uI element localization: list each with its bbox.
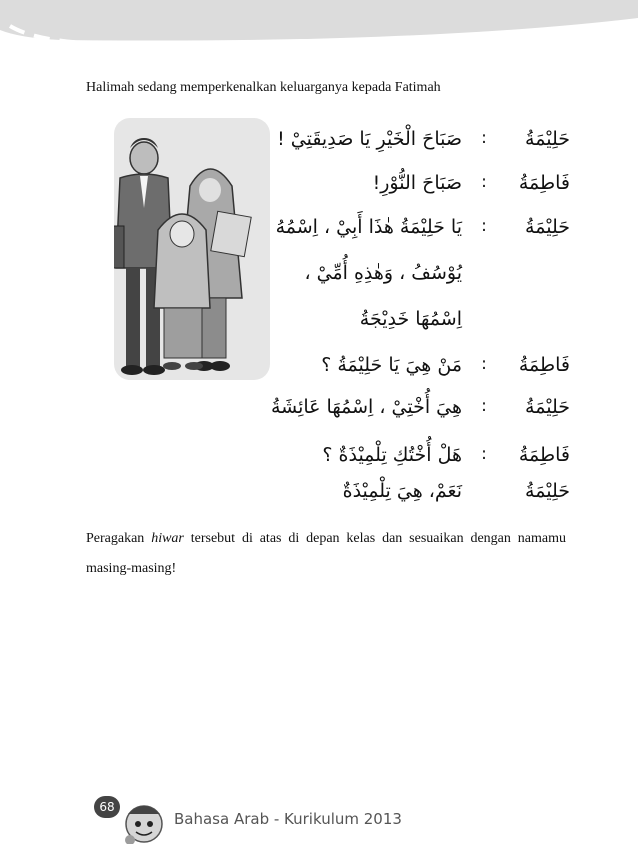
- instruction-emphasis: hiwar: [151, 531, 184, 546]
- page-number: 68: [94, 796, 120, 818]
- dialog-row: [270, 396, 570, 430]
- dialog-line: هَلْ أُخْتُكِ تِلْمِيْذَةٌ ؟: [322, 444, 462, 466]
- dialog-speaker: حَلِيْمَةُ: [525, 396, 570, 418]
- instruction-text: [86, 524, 566, 584]
- dialog-colon: :: [481, 354, 487, 374]
- dialog-speaker: حَلِيْمَةُ: [525, 480, 570, 502]
- dialog-continuation: يُوْسُفُ ، وَهٰذِهِ أُمِّيْ ،: [304, 262, 462, 284]
- dialog-speaker: حَلِيْمَةُ: [525, 128, 570, 150]
- dialog-colon: :: [481, 128, 487, 148]
- dialog-colon: :: [481, 396, 487, 416]
- dialog-line: صَبَاحَ النُّوْرِ!: [372, 172, 462, 194]
- dialog-speaker: فَاطِمَةُ: [518, 354, 570, 376]
- instruction-after: tersebut di atas di depan kelas dan sesuaikan dengan namamu masing-masing!: [86, 531, 566, 576]
- dialog-line: نَعَمْ، هِيَ تِلْمِيْذَةٌ: [342, 480, 462, 502]
- dialog-row: [270, 480, 570, 514]
- dialog-line: هِيَ أُخْتِيْ ، اِسْمُهَا عَائِشَةُ: [270, 396, 462, 418]
- instruction-before: Peragakan: [86, 531, 152, 546]
- dialog-colon: :: [481, 216, 487, 236]
- dialog-row: [270, 354, 570, 388]
- dialog-speaker: فَاطِمَةُ: [518, 172, 570, 194]
- dialog-row: [270, 172, 570, 206]
- dialog-row: [270, 444, 570, 478]
- dialog-continuation: اِسْمُهَا خَدِيْجَةُ: [359, 308, 462, 330]
- dialog-line: صَبَاحَ الْخَيْرِ يَا صَدِيقَتِيْ !: [277, 128, 462, 150]
- intro-text: Halimah sedang memperkenalkan keluarganya kepada Fatimah: [86, 80, 441, 95]
- page-footer: [84, 784, 484, 844]
- dialog-line: يَا حَلِيْمَةُ هٰذَا أَبِيْ ، اِسْمُهُ: [275, 216, 462, 238]
- dialog-speaker: حَلِيْمَةُ: [525, 216, 570, 238]
- top-decorative-band: [0, 0, 638, 60]
- family-illustration: [114, 118, 270, 380]
- dialog-row: [270, 216, 570, 250]
- dialog-colon: :: [481, 172, 487, 192]
- dialog-speaker: فَاطِمَةُ: [518, 444, 570, 466]
- dialog-line: مَنْ هِيَ يَا حَلِيْمَةُ ؟: [321, 354, 462, 376]
- dialog-row: [270, 128, 570, 162]
- dialog-colon: :: [481, 444, 487, 464]
- book-title: Bahasa Arab - Kurikulum 2013: [174, 810, 402, 828]
